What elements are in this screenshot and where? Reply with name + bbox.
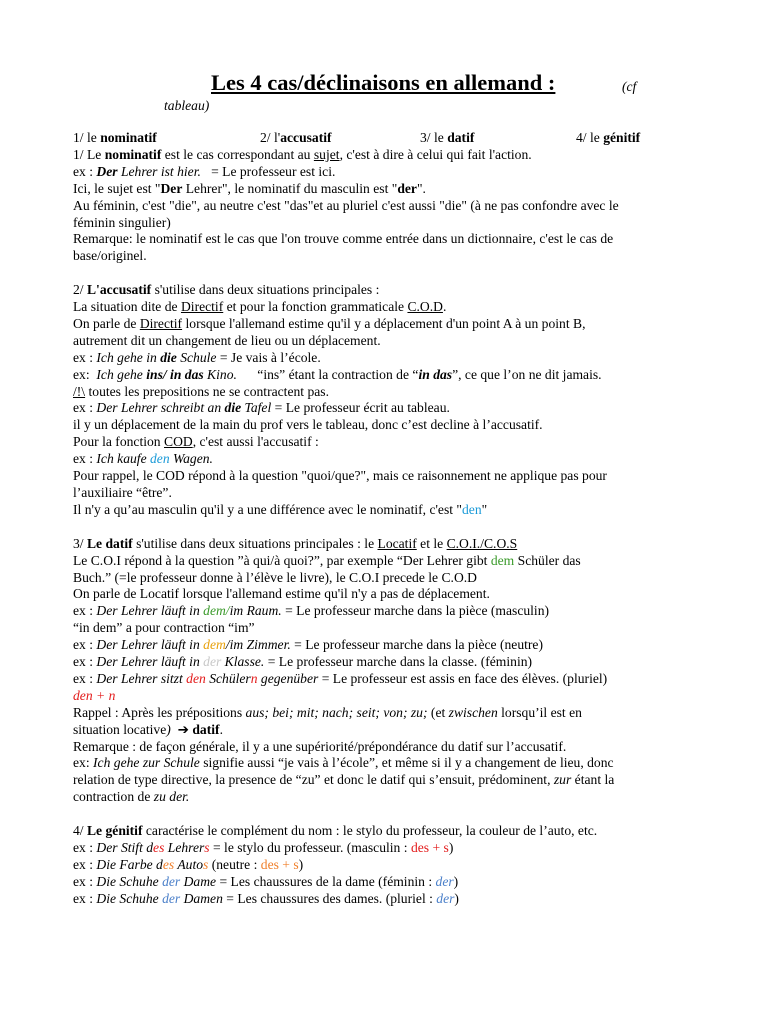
example-line: ex : Der Lehrer läuft in der Klasse. = Le professeur marche dans la classe. (féminin) bbox=[73, 654, 533, 670]
paragraph-line: 1/ Le nominatif est le cas correspondant au sujet, c'est à dire à celui qui fait l'action. bbox=[73, 146, 532, 162]
spacer bbox=[73, 265, 701, 282]
paragraph-line: l’auxiliaire “être”. bbox=[73, 485, 172, 500]
paragraph-line: il y un déplacement de la main du prof vers le tableau, donc c’est decline à l’accusatif. bbox=[73, 417, 543, 433]
case-genitif: 4/ le génitif bbox=[576, 130, 641, 145]
example-line: ex : Ich gehe in die Schule = Je vais à l’école. bbox=[73, 349, 321, 365]
example-line: ex : Ich kaufe den Wagen. bbox=[73, 451, 213, 467]
example-line: ex : Die Schuhe der Damen = Les chaussures des dames. (pluriel : der) bbox=[73, 890, 459, 906]
paragraph-line: autrement dit un changement de lieu ou un déplacement. bbox=[73, 332, 381, 348]
paragraph-line: contraction de zu der. bbox=[73, 789, 190, 805]
example-line: ex: Ich gehe ins/ in das Kino. “ins” étant la contraction de “in das”, ce que l’on ne dit jamais. bbox=[73, 366, 602, 382]
paragraph-line: base/originel. bbox=[73, 248, 147, 264]
paragraph-line: Il n'y a qu’au masculin qu'il y a une différence avec le nominatif, c'est "den" bbox=[73, 501, 488, 517]
paragraph-line: Pour la fonction COD, c'est aussi l'accusatif : bbox=[73, 434, 319, 450]
paragraph-line: On parle de Directif lorsque l'allemand estime qu'il y a déplacement d'un point A à un point B, bbox=[73, 315, 586, 331]
spacer bbox=[73, 806, 701, 823]
example-line: ex : Der Lehrer sitzt den Schülern gegenüber = Le professeur est assis en face des élèves. (pluriel) bbox=[73, 670, 608, 686]
paragraph-line: situation locative) ➔ datif. bbox=[73, 721, 223, 737]
document-body bbox=[73, 130, 701, 908]
example-line: ex : Der Lehrer schreibt an die Tafel = Le professeur écrit au tableau. bbox=[73, 400, 450, 416]
section-heading: 4/ Le génitif caractérise le complément du nom : le stylo du professeur, la couleur de l’auto, etc. bbox=[73, 823, 598, 839]
example-line: ex: Ich gehe zur Schule signifie aussi “je vais à l’école”, et même si il y a changement de lieu, donc bbox=[73, 755, 614, 771]
paragraph-line: féminin singulier) bbox=[73, 214, 171, 230]
warning-icon: /!\ bbox=[73, 383, 86, 399]
cases-overview bbox=[73, 130, 701, 147]
title-note: (cf bbox=[622, 79, 637, 94]
case-accusatif: 2/ l'accusatif bbox=[260, 130, 332, 145]
title-note-continued: tableau) bbox=[164, 98, 210, 113]
section-heading: 2/ L'accusatif s'utilise dans deux situations principales : bbox=[73, 282, 380, 298]
page-title: Les 4 cas/déclinaisons en allemand : bbox=[211, 70, 556, 95]
paragraph-line: Buch.” (=le professeur donne à l’élève le livre), le C.O.I precede le C.O.D bbox=[73, 569, 477, 585]
example-line: ex : Der Lehrer ist hier. = Le professeur est ici. bbox=[73, 163, 336, 179]
section-accusatif bbox=[73, 282, 701, 519]
case-nominatif: 1/ le nominatif bbox=[73, 130, 157, 145]
section-heading: 3/ Le datif s'utilise dans deux situations principales : le Locatif et le C.O.I./C.O.S bbox=[73, 535, 518, 551]
rule-note: den + n bbox=[73, 687, 116, 703]
spacer bbox=[73, 519, 701, 536]
paragraph-line: La situation dite de Directif et pour la fonction grammaticale C.O.D. bbox=[73, 299, 447, 315]
paragraph-line: On parle de Locatif lorsque l'allemand estime qu'il n'y a pas de déplacement. bbox=[73, 586, 490, 602]
section-genitif bbox=[73, 823, 701, 908]
paragraph-line: Remarque: le nominatif est le cas que l'on trouve comme entrée dans un dictionnaire, c'est le cas de bbox=[73, 231, 614, 247]
paragraph-line: “in dem” a pour contraction “im” bbox=[73, 620, 255, 636]
example-line: ex : Die Schuhe der Dame = Les chaussures de la dame (féminin : der) bbox=[73, 873, 459, 889]
case-datif: 3/ le datif bbox=[420, 130, 475, 145]
arrow-icon: ➔ bbox=[177, 721, 189, 737]
example-line: ex : Der Lehrer läuft in dem/im Zimmer. = Le professeur marche dans la pièce (neutre) bbox=[73, 637, 543, 653]
example-line: ex : Die Farbe des Autos (neutre : des + s) bbox=[73, 856, 304, 872]
example-line: ex : Der Lehrer läuft in dem/im Raum. = Le professeur marche dans la pièce (masculin) bbox=[73, 603, 550, 619]
section-datif bbox=[73, 536, 701, 807]
paragraph-line: relation de type directive, la presence de “zu” et donc le datif qui s’ensuit, prédominent, zur étant la bbox=[73, 772, 615, 788]
paragraph-line: Remarque : de façon générale, il y a une supériorité/prépondérance du datif sur l’accusatif. bbox=[73, 738, 567, 754]
paragraph-line: Au féminin, c'est "die", au neutre c'est "das"et au pluriel c'est aussi "die" (à ne pas confondre avec le bbox=[73, 197, 619, 213]
paragraph-line: Rappel : Après les prépositions aus; bei; mit; nach; seit; von; zu; (et zwischen lorsqu’il est en bbox=[73, 704, 582, 720]
paragraph-line: Pour rappel, le COD répond à la question "quoi/que?", mais ce raisonnement ne applique pas pour bbox=[73, 468, 607, 484]
section-nominatif bbox=[73, 147, 701, 265]
warning-line: /!\ toutes les prepositions ne se contractent pas. bbox=[73, 383, 329, 399]
paragraph-line: Le C.O.I répond à la question ”à qui/à quoi?”, par exemple “Der Lehrer gibt dem Schüler das bbox=[73, 552, 581, 568]
example-line: ex : Der Stift des Lehrers = le stylo du professeur. (masculin : des + s) bbox=[73, 840, 454, 855]
paragraph-line: Ici, le sujet est "Der Lehrer", le nominatif du masculin est "der". bbox=[73, 180, 426, 196]
